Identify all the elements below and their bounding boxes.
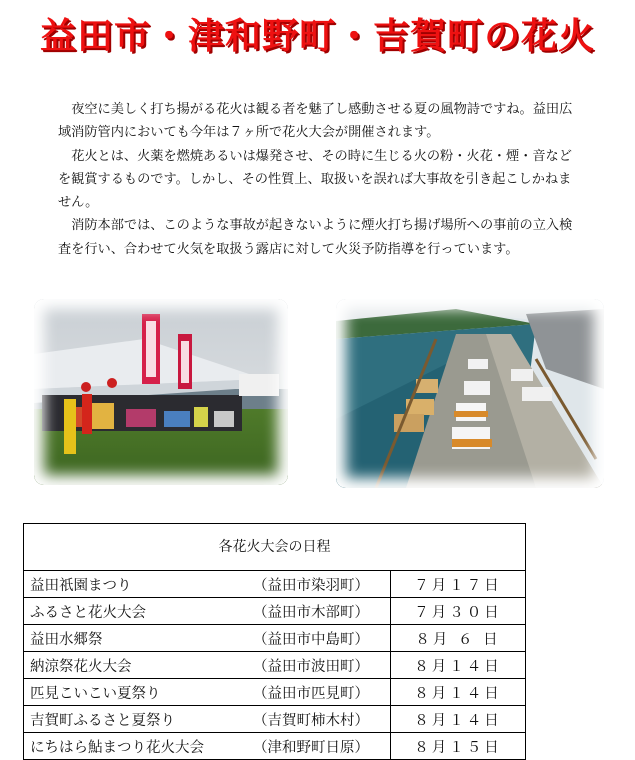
event-date: ７月１７日 <box>390 571 525 597</box>
paragraph: 夜空に美しく打ち揚がる花火は観る者を魅了し感動させる夏の風物詩ですね。益田広域消防管内においても今年は７ヶ所で花火大会が開催されます。 <box>58 102 573 141</box>
event-name: 益田祇園まつり <box>30 577 132 594</box>
event-name: 納涼祭花火大会 <box>30 658 132 675</box>
event-place: （益田市匹見町） <box>253 685 369 702</box>
table-row <box>24 733 525 759</box>
event-name: にちはら鮎まつり花火大会 <box>30 739 204 756</box>
paragraph: 消防本部では、このような事故が起きないように煙火打ち揚げ場所への事前の立入検査を行い、合わせて火気を取扱う露店に対して火災予防指導を行っています。 <box>58 218 573 257</box>
fireworks-schedule-table <box>23 523 526 760</box>
event-date: ７月３０日 <box>390 598 525 624</box>
table-row <box>24 625 525 652</box>
page-title: 益田市・津和野町・吉賀町の花火 <box>39 16 595 57</box>
event-date: ８月 ６ 日 <box>390 625 525 651</box>
event-place: （益田市波田町） <box>253 658 369 675</box>
event-place: （吉賀町柿木村） <box>253 712 369 729</box>
event-date: ８月１５日 <box>390 733 525 759</box>
event-date: ８月１４日 <box>390 679 525 705</box>
event-place: （益田市木部町） <box>253 604 369 621</box>
table-row <box>24 679 525 706</box>
table-row <box>24 706 525 733</box>
schedule-header: 各花火大会の日程 <box>24 524 525 571</box>
event-name: 匹見こいこい夏祭り <box>30 685 161 702</box>
event-name: ふるさと花火大会 <box>30 604 146 621</box>
event-name: 吉賀町ふるさと夏祭り <box>30 712 175 729</box>
event-date: ８月１４日 <box>390 706 525 732</box>
event-place: （益田市染羽町） <box>253 577 369 594</box>
event-date: ８月１４日 <box>390 652 525 678</box>
paragraph: 花火とは、火薬を燃焼あるいは爆発させ、その時に生じる火の粉・火花・煙・音などを観賞するものです。しかし、その性質上、取扱いを誤れば大事故を引き起こしかねません。 <box>58 148 572 211</box>
event-place: （津和野町日原） <box>253 739 369 756</box>
table-row <box>24 598 525 625</box>
table-row <box>24 571 525 598</box>
event-place: （益田市中島町） <box>253 631 369 648</box>
table-row <box>24 652 525 679</box>
festival-stalls-photo <box>34 299 288 485</box>
fireworks-launch-site-photo <box>336 299 604 488</box>
event-name: 益田水郷祭 <box>30 631 103 648</box>
intro-text <box>58 98 580 261</box>
